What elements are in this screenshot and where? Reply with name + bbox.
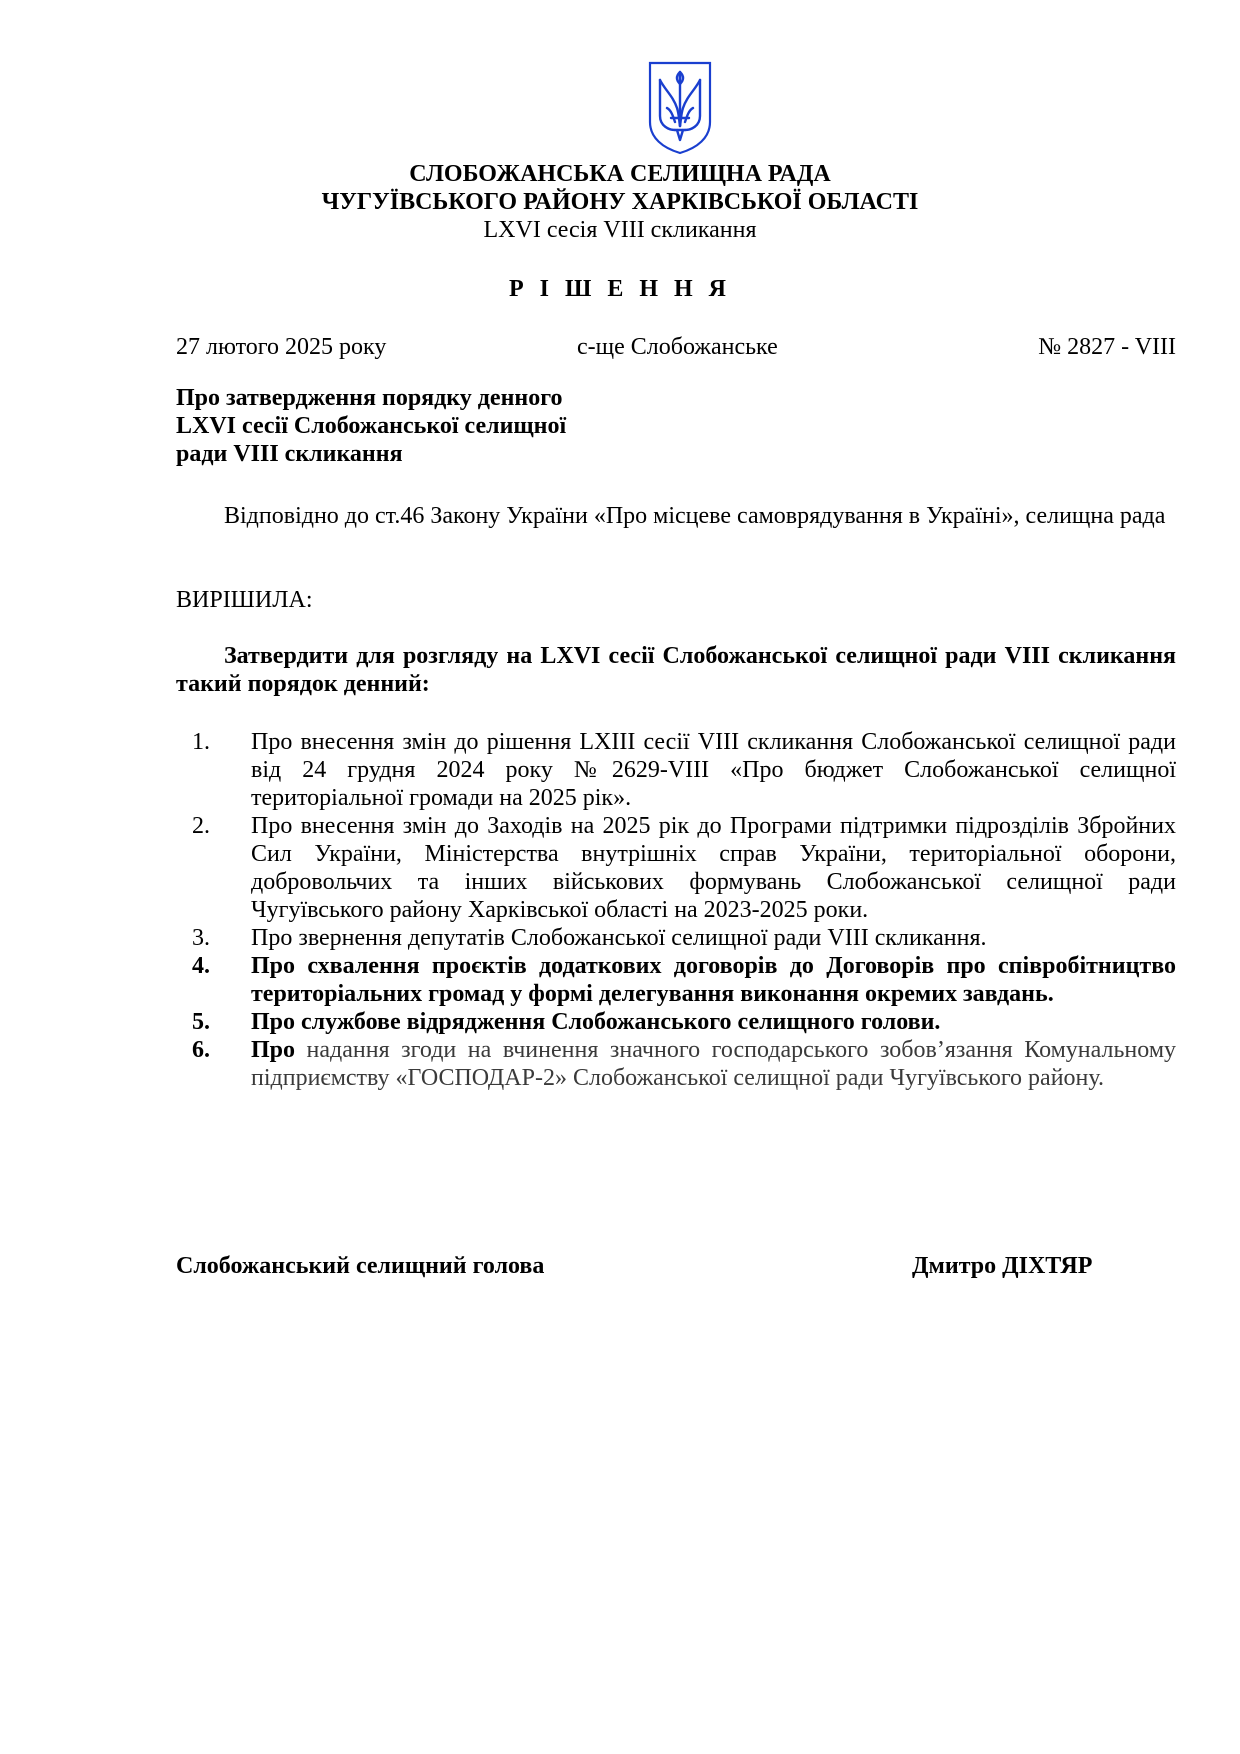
agenda-item xyxy=(176,924,1176,952)
district-region: ЧУГУЇВСЬКОГО РАЙОНУ ХАРКІВСЬКОЇ ОБЛАСТІ xyxy=(321,189,919,215)
agenda-item xyxy=(176,728,1176,812)
agenda-item xyxy=(176,812,1176,924)
document-title: Р І Ш Е Н Н Я xyxy=(508,276,732,302)
agenda-item-number: 3. xyxy=(192,925,210,951)
agenda-item-text: Про внесення змін до рішення LXIII сесії VIII скликання Слобожанської селищної ради від 24 грудня 2024 року №2629-VIII «Про бюджет Слобожанської селищної територіальної громади на 2025 рік». xyxy=(251,729,1176,811)
agenda-item-number: 6. xyxy=(192,1037,210,1063)
agenda-item-number: 1. xyxy=(192,729,210,755)
decision-number: № 2827 - VIII xyxy=(1038,334,1176,360)
agenda-item-text: Про службове відрядження Слобожанського селищного голови. xyxy=(251,1009,941,1035)
decision-place: с-ще Слобожанське xyxy=(577,334,778,360)
agenda-item-text: Про звернення депутатів Слобожанської селищної ради VIII скликання. xyxy=(251,925,987,951)
subject-line: Про затвердження порядку денного xyxy=(176,385,563,411)
decision-subject xyxy=(176,384,566,468)
signatory-name: Дмитро ДІХТЯР xyxy=(912,1253,1093,1279)
subject-line: ради VIII скликання xyxy=(176,441,403,467)
agenda-item-text: Про схвалення проєктів додаткових договорів до Договорів про співробітництво територіальних громад у формі делегування виконання окремих завдань. xyxy=(251,953,1176,1007)
decision-date: 27 лютого 2025 року xyxy=(176,334,387,360)
trident-coat-of-arms-icon xyxy=(647,60,713,156)
session-info: LXVI сесія VIII скликання xyxy=(483,217,757,243)
council-name: СЛОБОЖАНСЬКА СЕЛИЩНА РАДА xyxy=(409,161,831,187)
agenda-item xyxy=(176,1036,1176,1092)
agenda-item-number: 4. xyxy=(192,953,210,979)
agenda-item-number: 5. xyxy=(192,1009,210,1035)
agenda-item-number: 2. xyxy=(192,813,210,839)
agenda-item xyxy=(176,952,1176,1008)
subject-line: LXVI сесії Слобожанської селищної xyxy=(176,413,567,439)
signatory-position: Слобожанський селищний голова xyxy=(176,1253,545,1279)
agenda-item-text: Про внесення змін до Заходів на 2025 рік до Програми підтримки підрозділів Збройних Сил України, Міністерства внутрішніх справ України, територіальної оборони, добровольчих та інших військових формувань Слобожанської селищної ради Чугуївського району Харківської області на 2023-2025 роки. xyxy=(251,813,1176,923)
agenda-item-lead: Про xyxy=(251,1037,296,1063)
legal-basis-paragraph: Відповідно до ст.46 Закону України «Про місцеве самоврядування в Україні», селищна рада xyxy=(224,503,1166,529)
agenda-item-body: надання згоди на вчинення значного господарського зобов’язання Комунальному підприємству «ГОСПОДАР-2» Слобожанської селищної ради Чугуївського району. xyxy=(251,1037,1176,1091)
decided-heading: ВИРІШИЛА: xyxy=(176,587,313,613)
agenda-item xyxy=(176,1008,1176,1036)
agenda-list xyxy=(176,728,1176,1092)
agenda-item-text xyxy=(251,1036,1176,1092)
approve-paragraph: Затвердити для розгляду на LXVI сесії Слобожанської селищної ради VIII скликання такий порядок денний: xyxy=(176,643,1176,697)
